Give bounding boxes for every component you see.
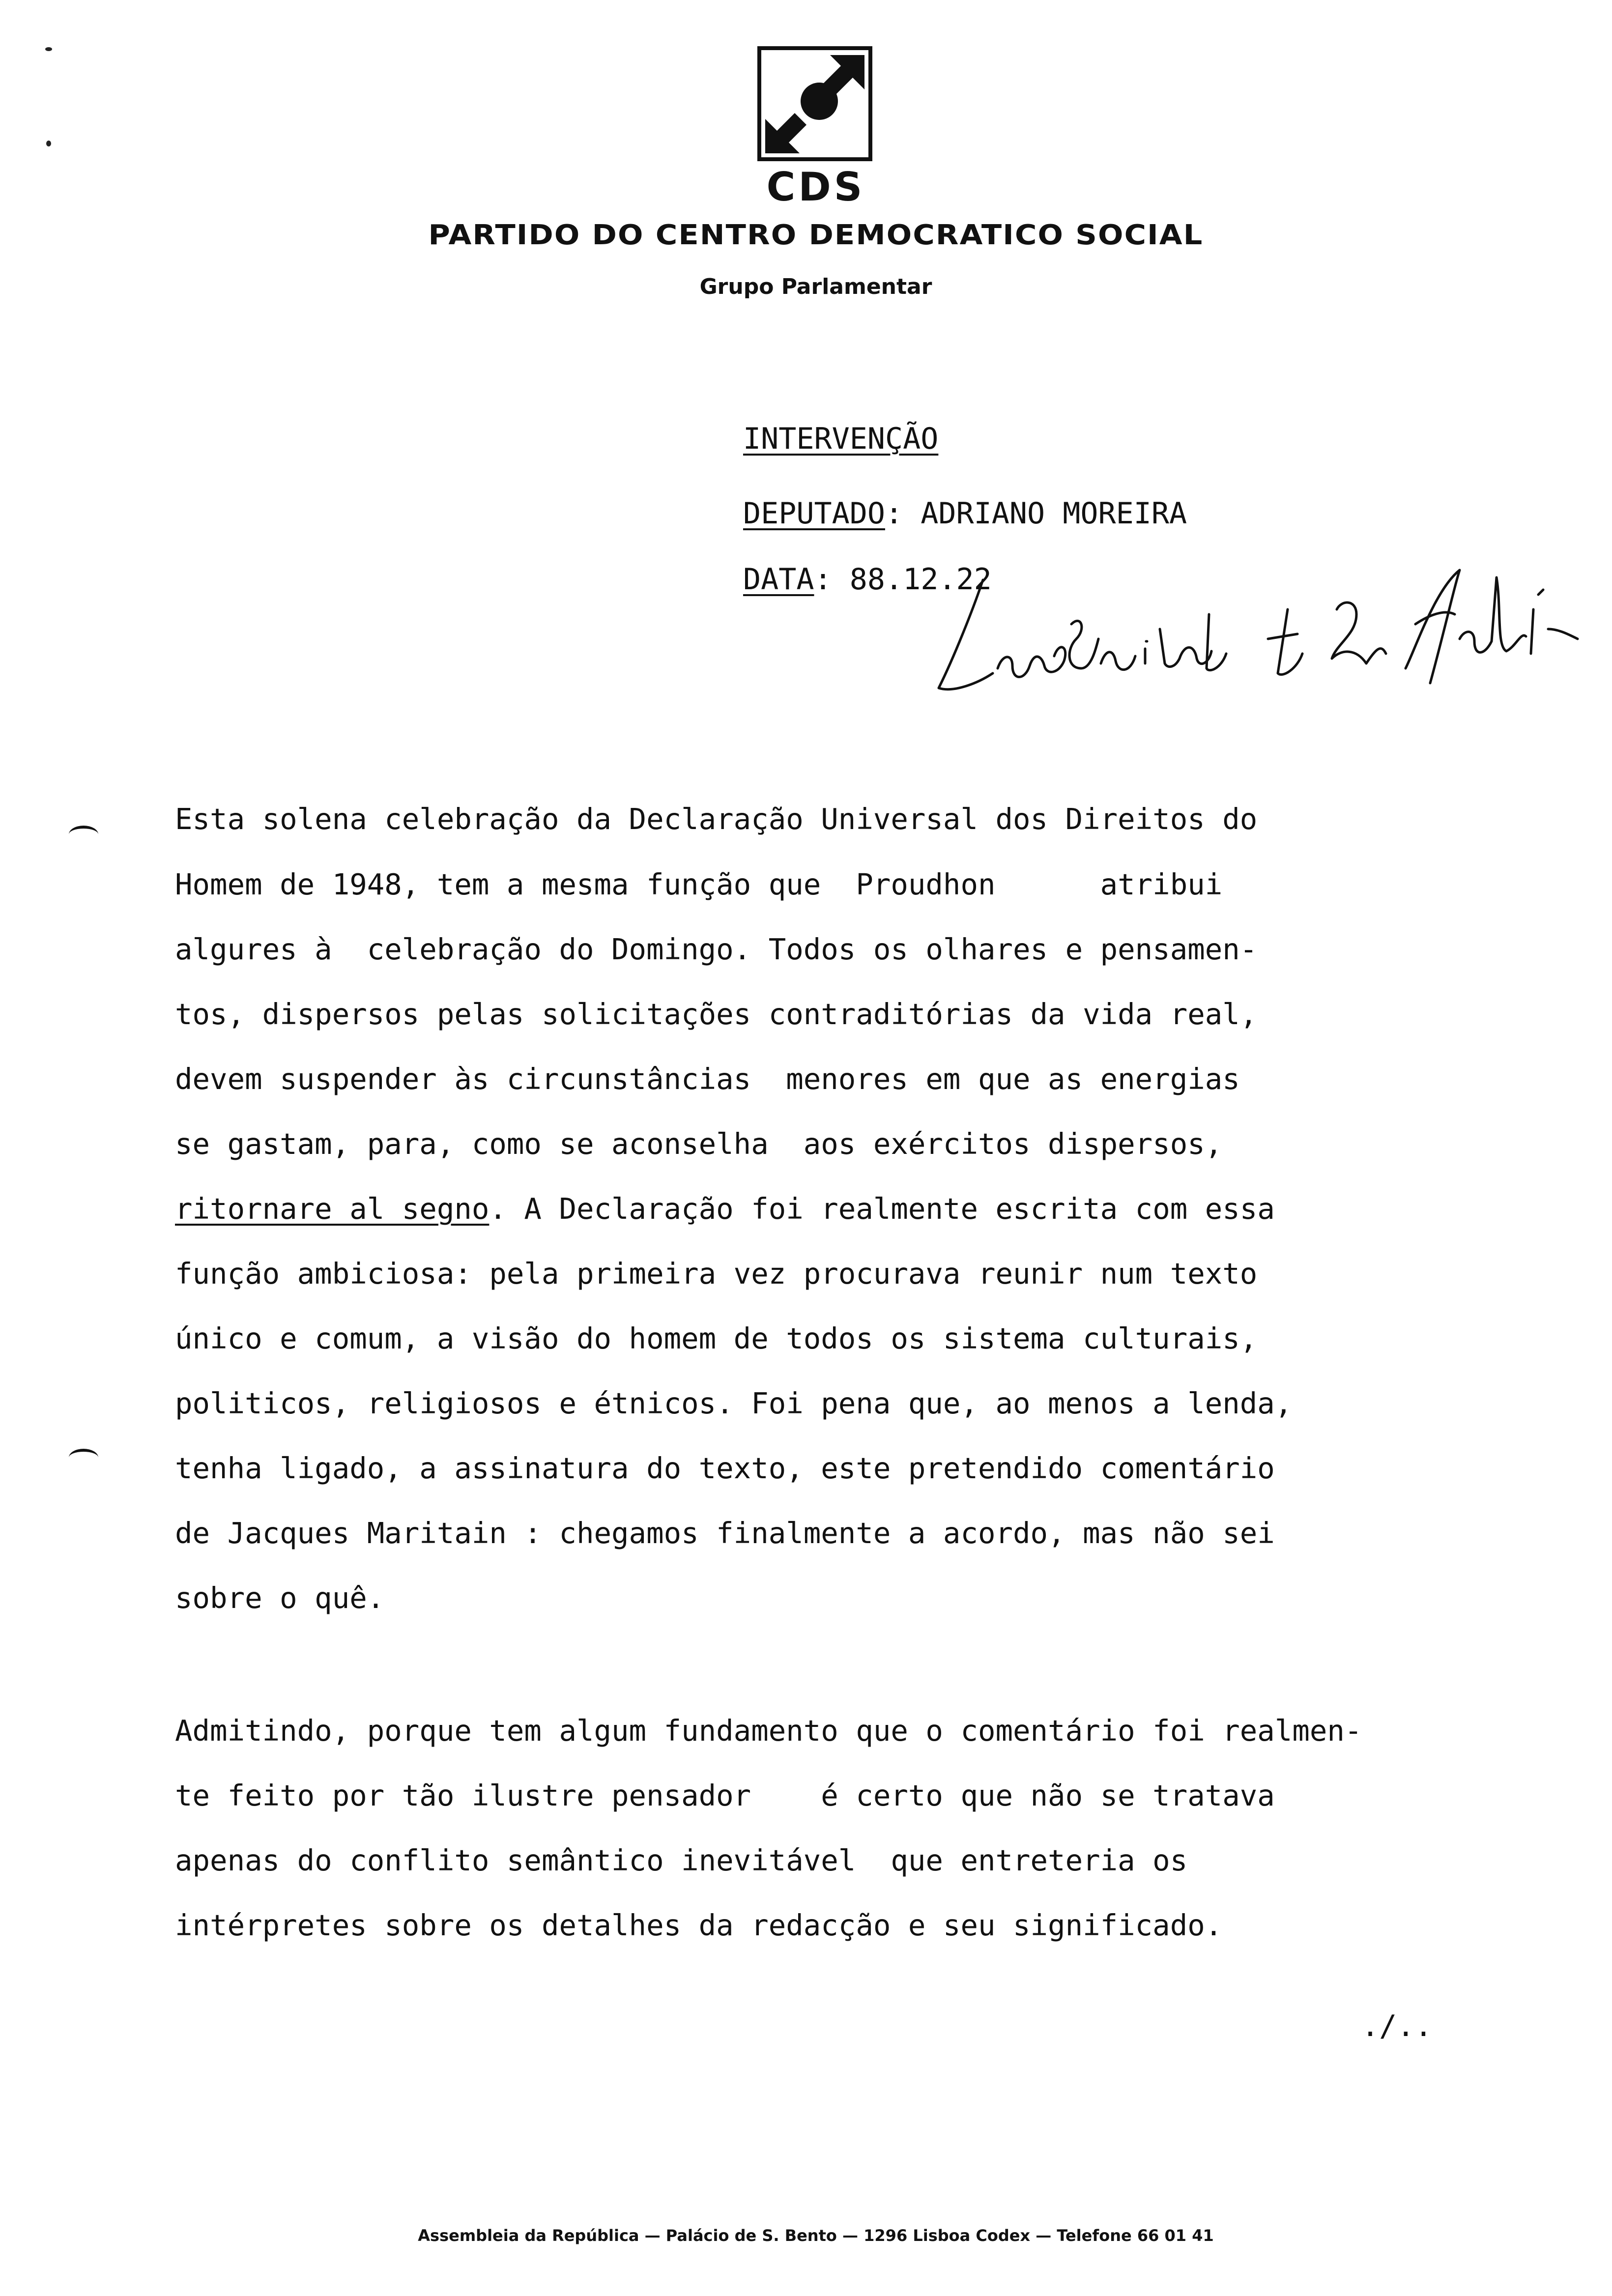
body-line-underlined [175, 1192, 1275, 1226]
deputy-label: DEPUTADO [743, 496, 885, 531]
footer-address: Assembleia da República — Palácio de S. Bento — 1296 Lisboa Codex — Telefone 66 01 41 [418, 2226, 1214, 2245]
body-line: apenas do conflito semântico inevitável que entreteria os [175, 1843, 1188, 1877]
margin-mark [69, 826, 98, 843]
deputy-line [743, 496, 1187, 531]
scan-speck [45, 47, 52, 51]
scan-speck [46, 141, 51, 146]
logo-text: CDS [766, 164, 865, 210]
doc-type: INTERVENÇÃO [743, 422, 939, 456]
body-line: devem suspender às circunstâncias menores em que as energias [175, 1062, 1240, 1096]
cds-logo [757, 46, 872, 161]
deputy-name: ADRIANO MOREIRA [921, 496, 1187, 531]
party-name: PARTIDO DO CENTRO DEMOCRATICO SOCIAL [428, 219, 1204, 251]
margin-mark [69, 1449, 98, 1466]
date-value: 88.12.22 [849, 562, 992, 597]
underlined-phrase: ritornare al segno [175, 1192, 489, 1226]
cds-emblem-icon [761, 50, 868, 157]
body-line: tenha ligado, a assinatura do texto, este pretendido comentário [175, 1451, 1275, 1485]
body-line: função ambiciosa: pela primeira vez procurava reunir num texto [175, 1257, 1258, 1291]
date-label: DATA [743, 562, 814, 597]
body-line: Esta solena celebração da Declaração Universal dos Direitos do [175, 802, 1258, 836]
continuation-mark: ./.. [1361, 2009, 1433, 2043]
body-line: algures à celebração do Domingo. Todos os olhares e pensamen- [175, 932, 1258, 966]
line-rest: . A Declaração foi realmente escrita com essa [489, 1192, 1275, 1226]
date-sep: : [814, 562, 850, 597]
body-line: intérpretes sobre os detalhes da redacção e seu significado. [175, 1908, 1223, 1942]
body-line: de Jacques Maritain : chegamos finalmente a acordo, mas não sei [175, 1516, 1275, 1550]
handwritten-annotation [924, 550, 1612, 708]
body-line: te feito por tão ilustre pensador é certo que não se tratava [175, 1779, 1275, 1812]
parliamentary-group: Grupo Parlamentar [699, 274, 932, 299]
body-line: Admitindo, porque tem algum fundamento que o comentário foi realmen- [175, 1714, 1362, 1748]
body-line: tos, dispersos pelas solicitações contraditórias da vida real, [175, 997, 1258, 1031]
body-line: se gastam, para, como se aconselha aos exércitos dispersos, [175, 1127, 1223, 1161]
body-line: sobre o quê. [175, 1581, 385, 1615]
deputy-sep: : [885, 496, 921, 531]
body-line: politicos, religiosos e étnicos. Foi pena que, ao menos a lenda, [175, 1386, 1293, 1420]
body-line: único e comum, a visão do homem de todos os sistema culturais, [175, 1321, 1258, 1355]
body-line: Homem de 1948, tem a mesma função que Proudhon atribui [175, 867, 1223, 901]
